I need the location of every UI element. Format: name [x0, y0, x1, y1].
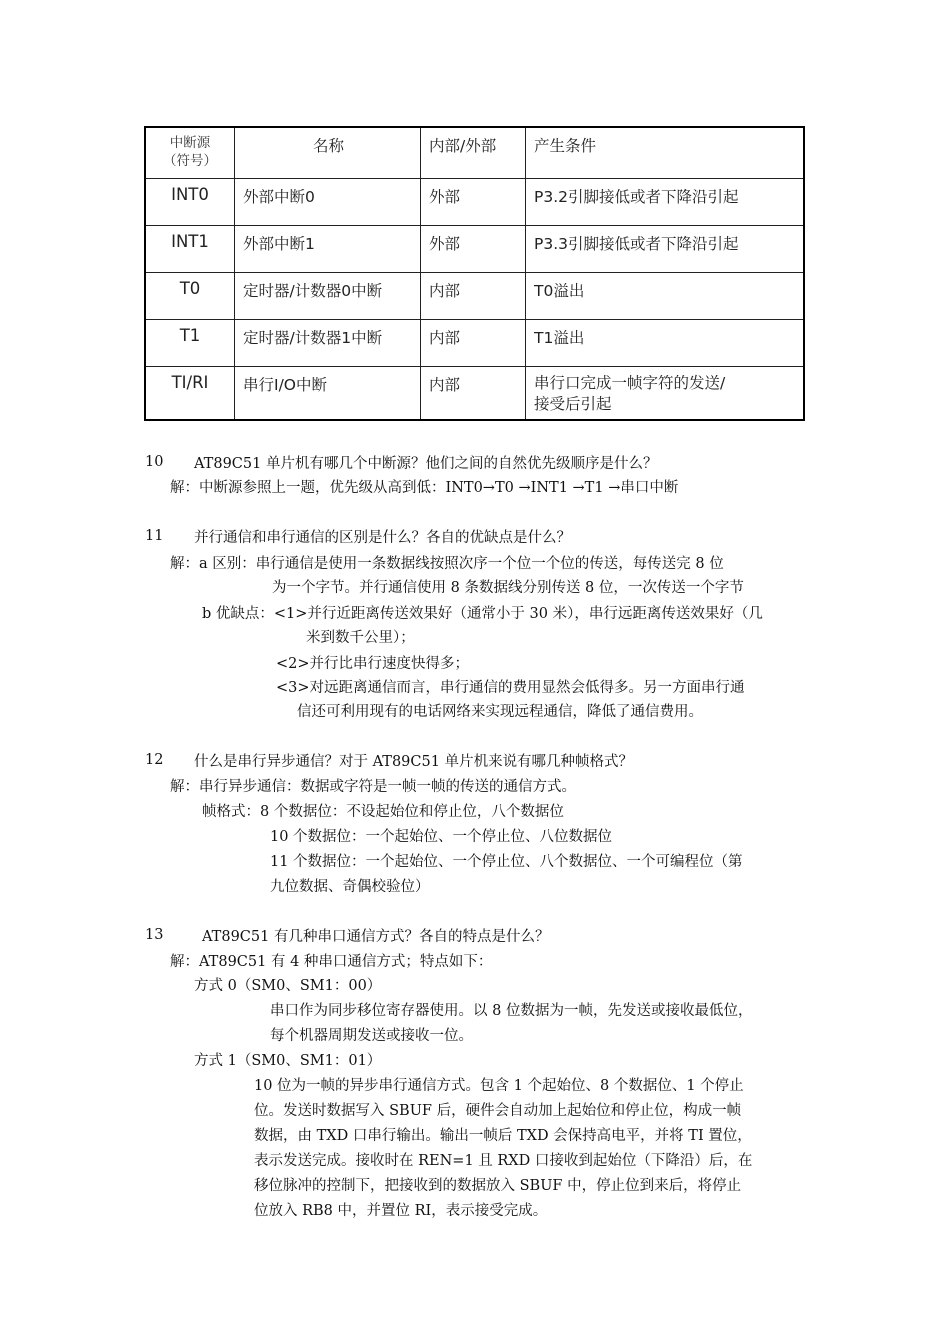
- cell-inout: 外部: [421, 226, 526, 273]
- table-row: [145, 367, 804, 421]
- cell-inout: 内部: [421, 320, 526, 367]
- cell-inout: 外部: [421, 179, 526, 226]
- answer-line: 每个机器周期发送或接收一位。: [270, 1028, 473, 1044]
- question-text: 并行通信和串行通信的区别是什么？各自的优缺点是什么？: [194, 530, 571, 546]
- header-source-line1: 中断源: [169, 135, 211, 151]
- answer-line: 表示发送完成。接收时在 REN=1 且 RXD 口接收到起始位（下降沿）后，在: [254, 1153, 753, 1169]
- mode-0-title: 方式 0（SM0、SM1：00）: [194, 978, 382, 994]
- cell-name: 定时器/计数器1中断: [235, 320, 421, 367]
- header-name: 名称: [235, 127, 421, 179]
- cell-name: 外部中断0: [235, 179, 421, 226]
- cell-code: INT1: [145, 226, 235, 273]
- answer-text: 解：中断源参照上一题，优先级从高到低：INT0→T0 →INT1 →T1 →串口中断: [170, 480, 679, 496]
- answer-line: 移位脉冲的控制下，把接收到的数据放入 SBUF 中，停止位到来后，将停止: [254, 1178, 742, 1194]
- answer-line: 数据，由 TXD 口串行输出。输出一帧后 TXD 会保持高电平，并将 TI 置位，: [254, 1128, 752, 1144]
- cell-code: T0: [145, 273, 235, 320]
- answer-line: 九位数据、奇偶校验位）: [270, 879, 430, 895]
- cell-condition: [526, 367, 805, 421]
- table-row: [145, 273, 804, 320]
- answer-line: 帧格式：8 个数据位：不设起始位和停止位，八个数据位: [202, 804, 564, 820]
- header-source-line2: （符号）: [163, 153, 217, 169]
- answer-line: 为一个字节。并行通信使用 8 条数据线分别传送 8 位，一次传送一个字节: [272, 580, 744, 596]
- cell-code: INT0: [145, 179, 235, 226]
- cell-condition: T1溢出: [526, 320, 805, 367]
- mode-1-title: 方式 1（SM0、SM1：01）: [194, 1053, 382, 1069]
- answer-line: 10 个数据位：一个起始位、一个停止位、八位数据位: [270, 829, 613, 845]
- cell-name: 定时器/计数器0中断: [235, 273, 421, 320]
- answer-line: 位放入 RB8 中，并置位 RI，表示接受完成。: [254, 1203, 548, 1219]
- question-number: 10: [145, 454, 164, 470]
- table-row: [145, 179, 804, 226]
- answer-line: 解：串行异步通信：数据或字符是一帧一帧的传送的通信方式。: [170, 779, 576, 795]
- cell-name: 外部中断1: [235, 226, 421, 273]
- answer-line: 10 位为一帧的异步串行通信方式。包含 1 个起始位、8 个数据位、1 个停止: [254, 1078, 744, 1094]
- table-header-row: [145, 127, 804, 179]
- cell-code: T1: [145, 320, 235, 367]
- header-source: [145, 127, 235, 179]
- cell-condition-line1: 串行口完成一帧字符的发送/: [534, 374, 726, 392]
- question-text: AT89C51 单片机有哪几个中断源？他们之间的自然优先级顺序是什么？: [194, 456, 658, 472]
- cell-condition: T0溢出: [526, 273, 805, 320]
- answer-line: b 优缺点：<1>并行近距离传送效果好（通常小于 30 米），串行远距离传送效果好（几: [202, 606, 763, 622]
- question-number: 12: [145, 752, 164, 768]
- cell-condition: P3.2引脚接低或者下降沿引起: [526, 179, 805, 226]
- cell-inout: 内部: [421, 367, 526, 421]
- cell-condition-line2: 接受后引起: [534, 395, 612, 413]
- cell-condition: P3.3引脚接低或者下降沿引起: [526, 226, 805, 273]
- interrupt-source-table: [144, 126, 805, 421]
- answer-line: <3>对远距离通信而言，串行通信的费用显然会低得多。另一方面串行通: [276, 680, 745, 696]
- answer-line: 信还可利用现有的电话网络来实现远程通信，降低了通信费用。: [297, 704, 703, 720]
- answer-line: 解：AT89C51 有 4 种串口通信方式；特点如下：: [170, 954, 493, 970]
- header-condition: 产生条件: [526, 127, 805, 179]
- header-inout: 内部/外部: [421, 127, 526, 179]
- cell-inout: 内部: [421, 273, 526, 320]
- answer-line: 串口作为同步移位寄存器使用。以 8 位数据为一帧，先发送或接收最低位，: [270, 1003, 753, 1019]
- table-row: [145, 320, 804, 367]
- answer-line: <2>并行比串行速度快得多；: [276, 656, 470, 672]
- answer-line: 米到数千公里）；: [306, 630, 415, 646]
- table-row: [145, 226, 804, 273]
- question-text: 什么是串行异步通信？对于 AT89C51 单片机来说有哪几种帧格式？: [194, 754, 634, 770]
- cell-name: 串行I/O中断: [235, 367, 421, 421]
- question-number: 13: [145, 927, 164, 943]
- answer-line: 11 个数据位：一个起始位、一个停止位、八个数据位、一个可编程位（第: [270, 854, 743, 870]
- question-number: 11: [145, 528, 164, 544]
- answer-line: 解：a 区别：串行通信是使用一条数据线按照次序一个位一个位的传送，每传送完 8 位: [170, 556, 724, 572]
- question-text: AT89C51 有几种串口通信方式？各自的特点是什么？: [202, 929, 550, 945]
- answer-line: 位。发送时数据写入 SBUF 后，硬件会自动加上起始位和停止位，构成一帧: [254, 1103, 742, 1119]
- cell-code: TI/RI: [145, 367, 235, 421]
